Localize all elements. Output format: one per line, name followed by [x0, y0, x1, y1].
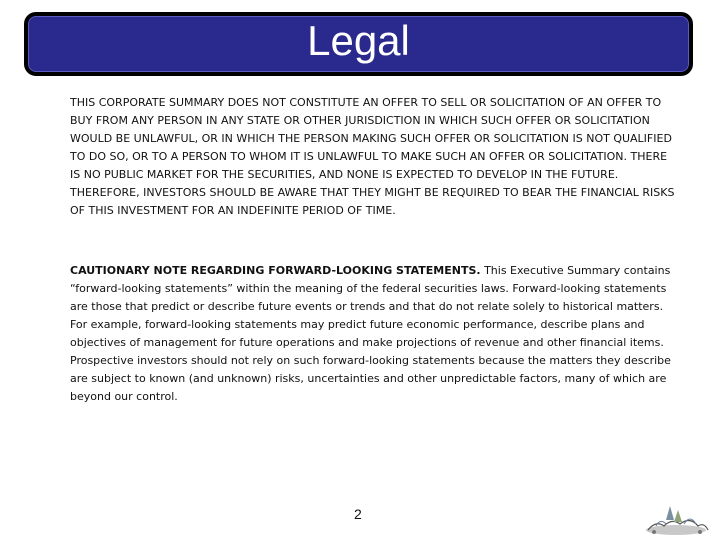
page-number: 2 — [354, 506, 362, 522]
cautionary-note-text: This Executive Summary contains “forward-looking statements” within the meaning of the federal securities laws. Forward-looking statements are those that predict or describe future events or trends and that do not relate solely to historical matters. For example, forward-looking statements may predict future economic performance, describe plans and objectives of management for future operations and make projections of revenue and other financial items. Prospective investors should not rely on such forward-looking statements because the matters they describe are subject to known (and unknown) risks, uncertainties and other unpredictable factors, many of which are beyond our control. — [70, 264, 671, 403]
legal-disclaimer-paragraph: THIS CORPORATE SUMMARY DOES NOT CONSTITUTE AN OFFER TO SELL OR SOLICITATION OF AN OFFER TO BUY FROM ANY PERSON IN ANY STATE OR OTHER JURISDICTION IN WHICH SUCH OFFER OR SOLICITATION WOULD BE UNLAWFUL, OR IN WHICH THE PERSON MAKING SUCH OFFER OR SOLICITATION IS NOT QUALIFIED TO DO SO, OR TO A PERSON TO WHOM IT IS UNLAWFUL TO MAKE SUCH AN OFFER OR SOLICITATION. THERE IS NO PUBLIC MARKET FOR THE SECURITIES, AND NONE IS EXPECTED TO DEVELOP IN THE FUTURE. THEREFORE, INVESTORS SHOULD BE AWARE THAT THEY MIGHT BE REQUIRED TO BEAR THE FINANCIAL RISKS OF THIS INVESTMENT FOR AN INDEFINITE PERIOD OF TIME. — [70, 96, 675, 217]
page-title: Legal — [307, 17, 410, 64]
title-bar — [24, 12, 693, 76]
corporate-logo-icon — [636, 500, 714, 540]
cautionary-note-paragraph — [70, 262, 680, 406]
cautionary-note-heading: CAUTIONARY NOTE REGARDING FORWARD-LOOKING STATEMENTS. — [70, 264, 481, 277]
